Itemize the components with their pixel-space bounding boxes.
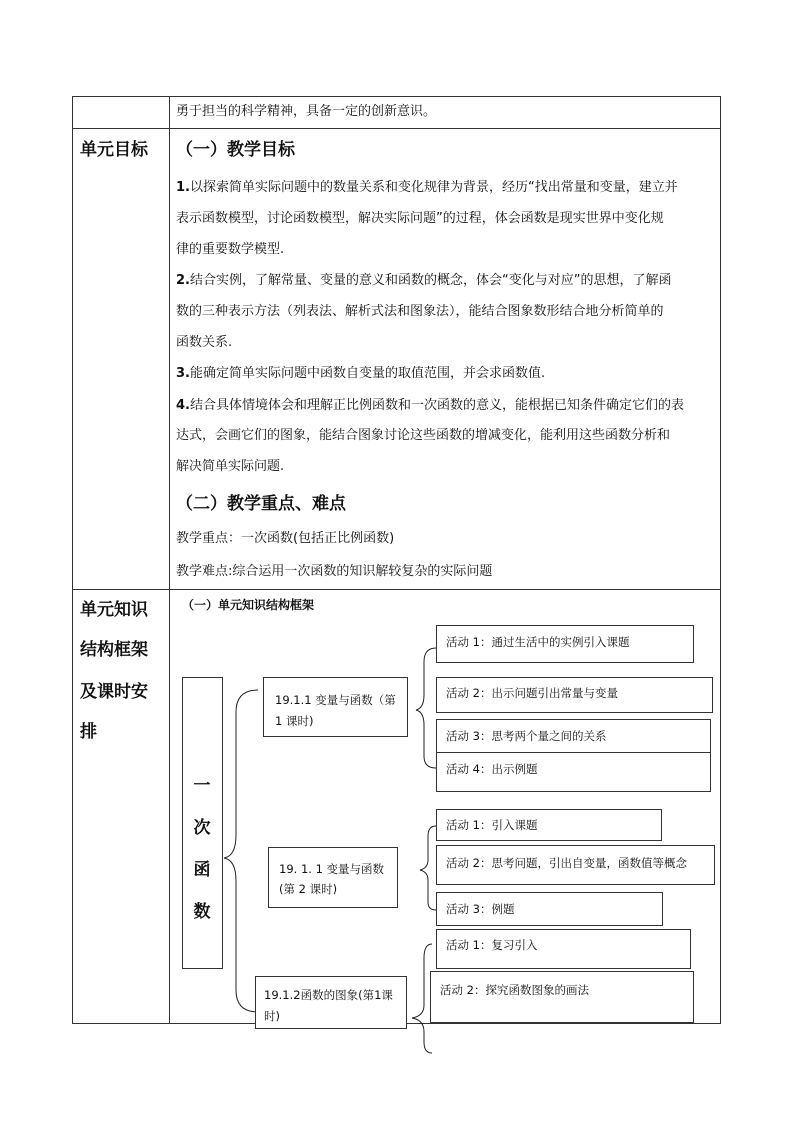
difficulty: 教学难点:综合运用一次函数的知识解较复杂的实际问题: [176, 564, 493, 579]
lesson-2-line-1: 19. 1. 1 变量与函数: [279, 862, 385, 876]
activity-1-4: 活动 4：出示例题: [446, 762, 538, 776]
goal-item-2-line-2: 数的三种表示方法（列表法、解析式法和图象法），能结合图象数形结合地分析简单的: [176, 304, 664, 319]
activity-3-1: 活动 1：复习引入: [446, 938, 538, 952]
lesson-2-line-2: (第 2 课时): [279, 882, 338, 896]
activity-1-1: 活动 1：通过生活中的实例引入课题: [446, 635, 630, 649]
goal-item-4-line-1: 4.结合具体情境体会和理解正比例函数和一次函数的意义，能根据已知条件确定它们的表: [176, 398, 684, 413]
activity-2-3: 活动 3：例题: [446, 902, 515, 916]
activity-2-2: 活动 2：思考问题，引出自变量，函数值等概念: [446, 856, 687, 870]
row1-text: 勇于担当的科学精神，具备一定的创新意识。: [176, 104, 437, 119]
root-char-1: 一: [193, 776, 211, 796]
section2-heading: （二）教学重点、难点: [176, 494, 346, 514]
lesson-1-line-1: 19.1.1 变量与函数（第: [275, 693, 396, 707]
goal-item-1-line-2: 表示函数模型，讨论函数模型，解决实际问题”的过程，体会函数是现实世界中变化规: [176, 211, 664, 226]
section1-heading: （一）教学目标: [176, 140, 295, 160]
activity-3-2: 活动 2：探究函数图象的画法: [440, 983, 589, 997]
goal-item-2-line-1: 2.结合实例，了解常量、变量的意义和函数的概念，体会“变化与对应”的思想，了解函: [176, 273, 672, 288]
goal-item-2-line-3: 函数关系.: [176, 335, 233, 350]
lesson-3-line-1: 19.1.2函数的图象(第1课: [264, 988, 393, 1002]
lesson-3-line-2: 时): [264, 1009, 280, 1023]
goal-item-1-line-1: 1.以探索简单实际问题中的数量关系和变化规律为背景，经历“找出常量和变量，建立并: [176, 180, 678, 195]
goal-item-1-line-3: 律的重要数学模型.: [176, 242, 285, 257]
goals-row-label: 单元目标: [80, 140, 148, 160]
goal-item-4-line-2: 达式，会画它们的图象，能结合图象讨论这些函数的增减变化，能利用这些函数分析和: [176, 428, 671, 443]
structure-row-label-4: 排: [80, 722, 97, 742]
structure-row-label-1: 单元知识: [80, 600, 148, 620]
activity-1-3: 活动 3：思考两个量之间的关系: [446, 729, 607, 743]
lesson-1-line-2: 1 课时): [275, 714, 314, 728]
structure-row-label-3: 及课时安: [80, 682, 148, 702]
root-char-4: 数: [193, 902, 211, 922]
goal-item-3-line-1: 3.能确定简单实际问题中函数自变量的取值范围，并会求函数值.: [176, 366, 546, 381]
goal-item-4-line-3: 解决简单实际问题.: [176, 459, 285, 474]
activity-2-1: 活动 1：引入课题: [446, 818, 538, 832]
root-char-2: 次: [193, 818, 211, 838]
structure-heading: （一）单元知识结构框架: [182, 598, 315, 612]
structure-row-label-2: 结构框架: [80, 640, 148, 660]
root-char-3: 函: [193, 860, 211, 880]
activity-1-2: 活动 2：出示问题引出常量与变量: [446, 686, 618, 700]
key-point: 教学重点：一次函数(包括正比例函数): [176, 531, 395, 546]
